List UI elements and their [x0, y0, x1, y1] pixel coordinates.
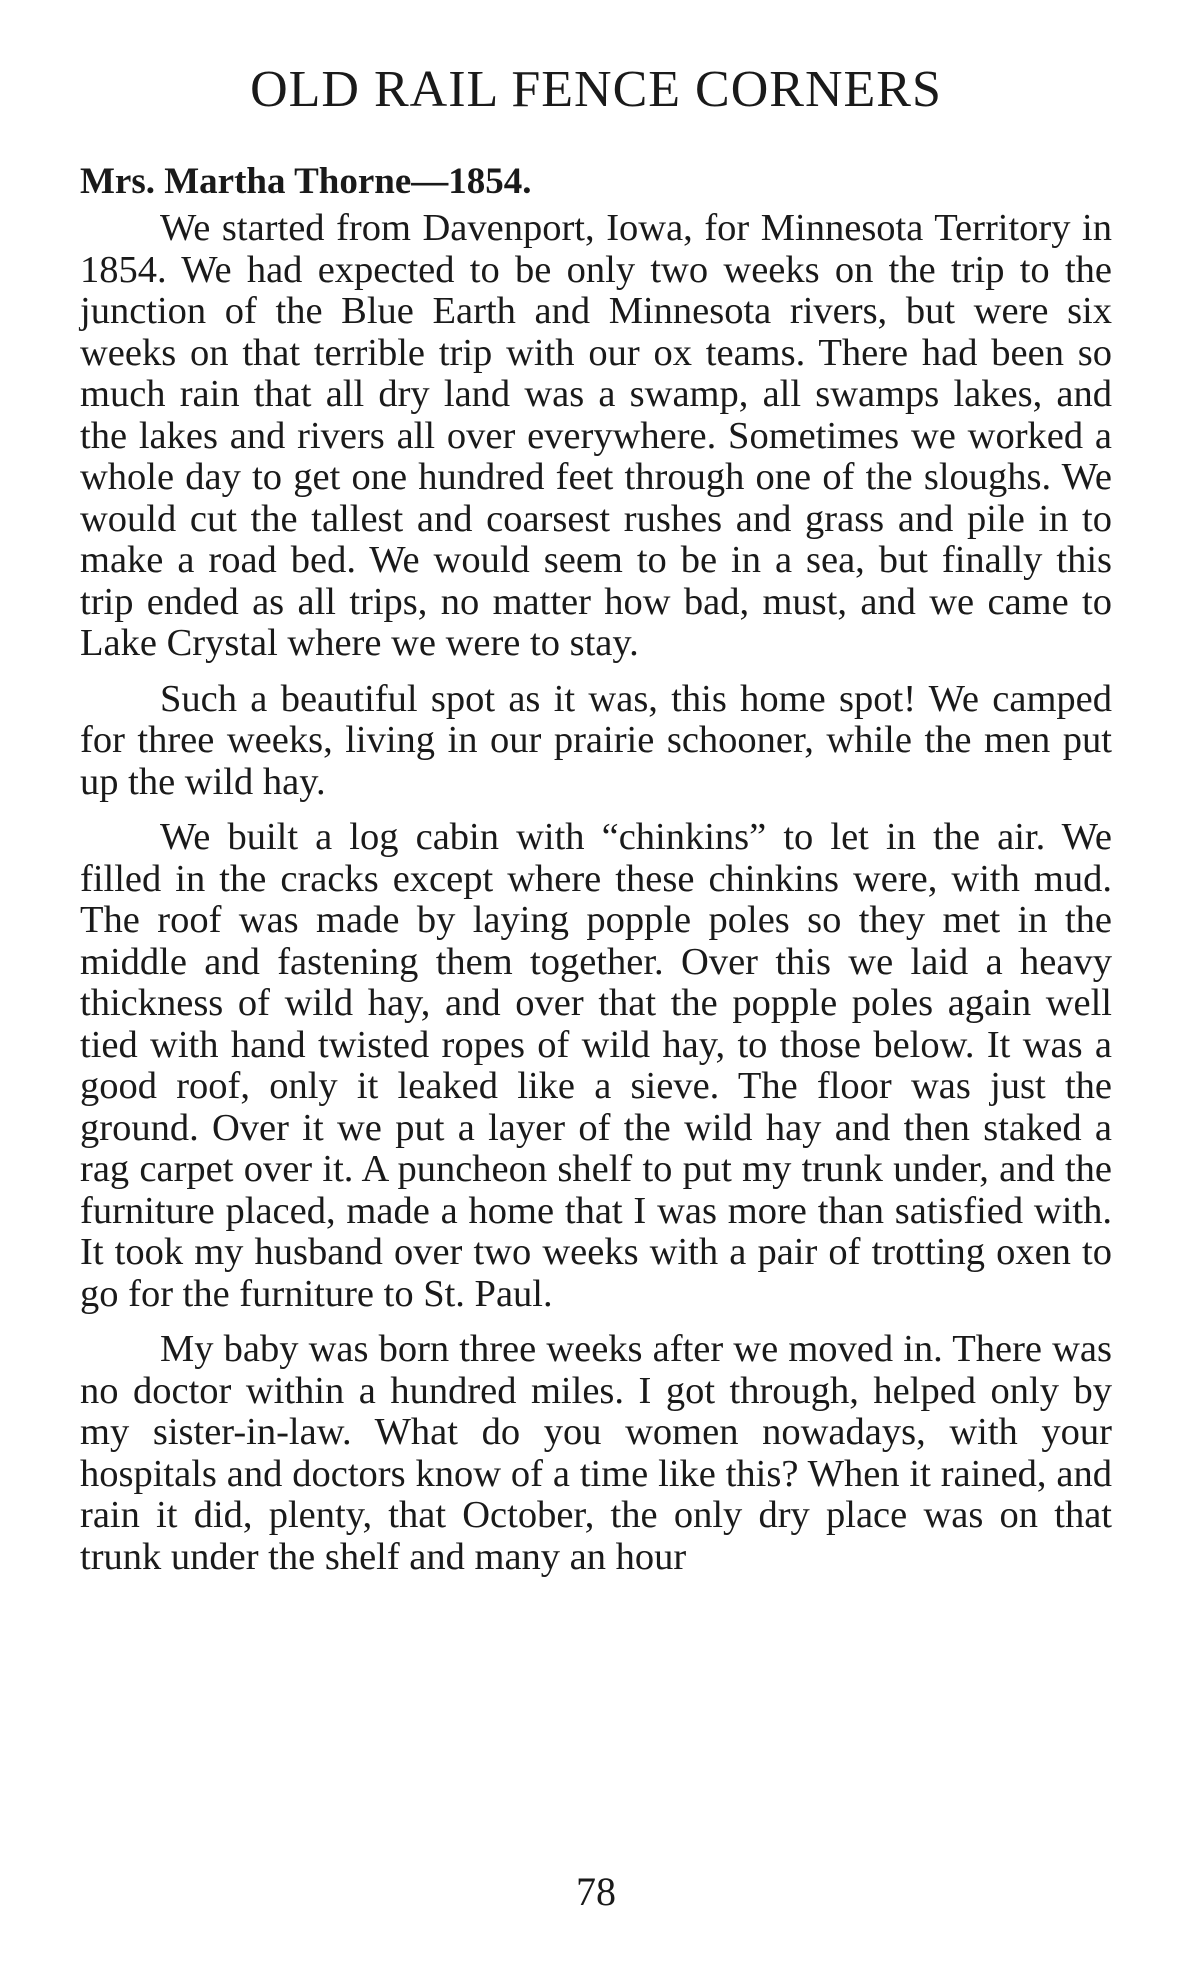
page-number: 78 — [576, 1869, 616, 1914]
paragraph: We built a log cabin with “chinkins” to let in the air. We filled in the cracks except where these chinkins were, with mud. The roof was made by laying popple poles so they met in the middle and fastening them together. Over this we laid a heavy thickness of wild hay, and over that the popple poles again well tied with hand twisted ropes of wild hay, to those below. It was a good roof, only it leaked like a sieve. The floor was just the ground. Over it we put a layer of the wild hay and then staked a rag carpet over it. A puncheon shelf to put my trunk under, and the furniture placed, made a home that I was more than satisfied with. It took my husband over two weeks with a pair of trotting oxen to go for the furniture to St. Paul. — [80, 816, 1112, 1315]
paragraph: My baby was born three weeks after we moved in. There was no doctor within a hundred miles. I got through, helped only by my sister-in-law. What do you women nowadays, with your hospitals and doctors know of a time like this? When it rained, and rain it did, plenty, that October, the only dry place was on that trunk under the shelf and many an hour — [80, 1328, 1112, 1578]
paragraph: Such a beautiful spot as it was, this home spot! We camped for three weeks, living in our prairie schooner, while the men put up the wild hay. — [80, 677, 1112, 803]
body-text — [80, 160, 1112, 1592]
running-head: OLD RAIL FENCE CORNERS — [250, 61, 942, 118]
paragraph: We started from Davenport, Iowa, for Minnesota Territory in 1854. We had expected to be only two weeks on the trip to the junction of the Blue Earth and Minnesota rivers, but were six weeks on that terrible trip with our ox teams. There had been so much rain that all dry land was a swamp, all swamps lakes, and the lakes and rivers all over everywhere. Sometimes we worked a whole day to get one hundred feet through one of the sloughs. We would cut the tallest and coarsest rushes and grass and pile in to make a road bed. We would seem to be in a sea, but finally this trip ended as all trips, no matter how bad, must, and we came to Lake Crystal where we were to stay. — [80, 207, 1112, 664]
book-page — [80, 0, 1112, 1985]
entry-heading: Mrs. Martha Thorne—1854. — [80, 161, 532, 202]
